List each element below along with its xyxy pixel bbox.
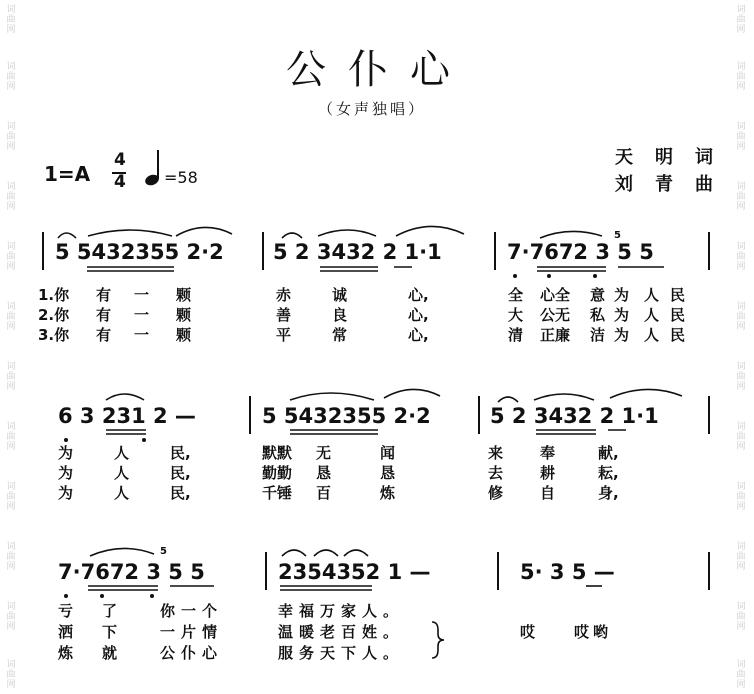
lyric-line-2: 洒 下 一片情 温暖老百姓。 哎 哎哟: [58, 623, 613, 641]
measure-notes: 6 3 231 2 —: [58, 404, 196, 428]
watermark-right-8: 词曲网: [736, 422, 746, 452]
watermark-left-9: 词曲网: [6, 482, 16, 512]
measure-notes: 7·7672 3 5 5: [507, 240, 654, 264]
svg-text:5: 5: [160, 546, 167, 557]
song-subtitle: （女声独唱）: [318, 100, 427, 118]
watermark-left-3: 词曲网: [6, 122, 16, 152]
measure-notes: 5 2 3432 2 1·1: [273, 240, 442, 264]
time-signature-top: 4: [114, 150, 126, 170]
watermark-right-12: 词曲网: [736, 660, 746, 690]
watermark-left-2: 词曲网: [6, 62, 16, 92]
watermark-left-6: 词曲网: [6, 302, 16, 332]
measure-notes: 5 5432355 2·2: [262, 404, 431, 428]
lyric-line-3: 为 人 民, 千锤 百 炼 修 自 身,: [58, 484, 619, 502]
measure-notes: 7·7672 3 5 5: [58, 560, 205, 584]
lyric-line-1: 为 人 民, 默默 无 闻 来 奉 献,: [58, 444, 619, 462]
watermark-left-4: 词曲网: [6, 182, 16, 212]
watermark-right-10: 词曲网: [736, 542, 746, 572]
watermark-left-7: 词曲网: [6, 362, 16, 392]
tempo-marking: =58: [164, 168, 198, 187]
measure-notes: 5· 3 5 —: [520, 560, 615, 584]
watermark-right-5: 词曲网: [736, 242, 746, 272]
watermark-left-11: 词曲网: [6, 602, 16, 632]
svg-text:5: 5: [614, 230, 621, 241]
watermark-right-3: 词曲网: [736, 122, 746, 152]
watermark-left-12: 词曲网: [6, 660, 16, 690]
watermark-right-1: 词曲网: [736, 5, 746, 35]
lyricist-credit: 天明词: [615, 147, 735, 168]
watermark-left-8: 词曲网: [6, 422, 16, 452]
song-title: 公仆心: [286, 47, 472, 93]
measure-notes: 2354352 1 —: [278, 560, 431, 584]
watermark-left-5: 词曲网: [6, 242, 16, 272]
key-signature: 1=A: [44, 162, 91, 186]
lyric-line-1: 亏 了 你一个 幸福万家人。: [58, 602, 405, 620]
composer-credit: 刘青曲: [615, 174, 735, 195]
measure-notes: 5 2 3432 2 1·1: [490, 404, 659, 428]
watermark-right-7: 词曲网: [736, 362, 746, 392]
lyric-line-3: 3.你 有 一 颗 平 常 心, 清 正廉 洁 为 人 民: [38, 326, 686, 344]
watermark-left-10: 词曲网: [6, 542, 16, 572]
watermark-right-9: 词曲网: [736, 482, 746, 512]
lyric-line-2: 2.你 有 一 颗 善 良 心, 大 公无 私 为 人 民: [38, 306, 686, 324]
watermark-right-2: 词曲网: [736, 62, 746, 92]
lyric-line-3: 炼 就 公仆心 服务天下人。: [58, 644, 405, 662]
watermark-right-4: 词曲网: [736, 182, 746, 212]
measure-notes: 5 5432355 2·2: [55, 240, 224, 264]
lyric-line-2: 为 人 民, 勤勤 恳 恳 去 耕 耘,: [58, 464, 619, 482]
lyric-line-1: 1.你 有 一 颗 赤 诚 心, 全 心全 意 为 人 民: [38, 286, 686, 304]
time-signature-bottom: 4: [114, 172, 126, 192]
watermark-right-11: 词曲网: [736, 602, 746, 632]
watermark-right-6: 词曲网: [736, 302, 746, 332]
watermark-left-1: 词曲网: [6, 5, 16, 35]
